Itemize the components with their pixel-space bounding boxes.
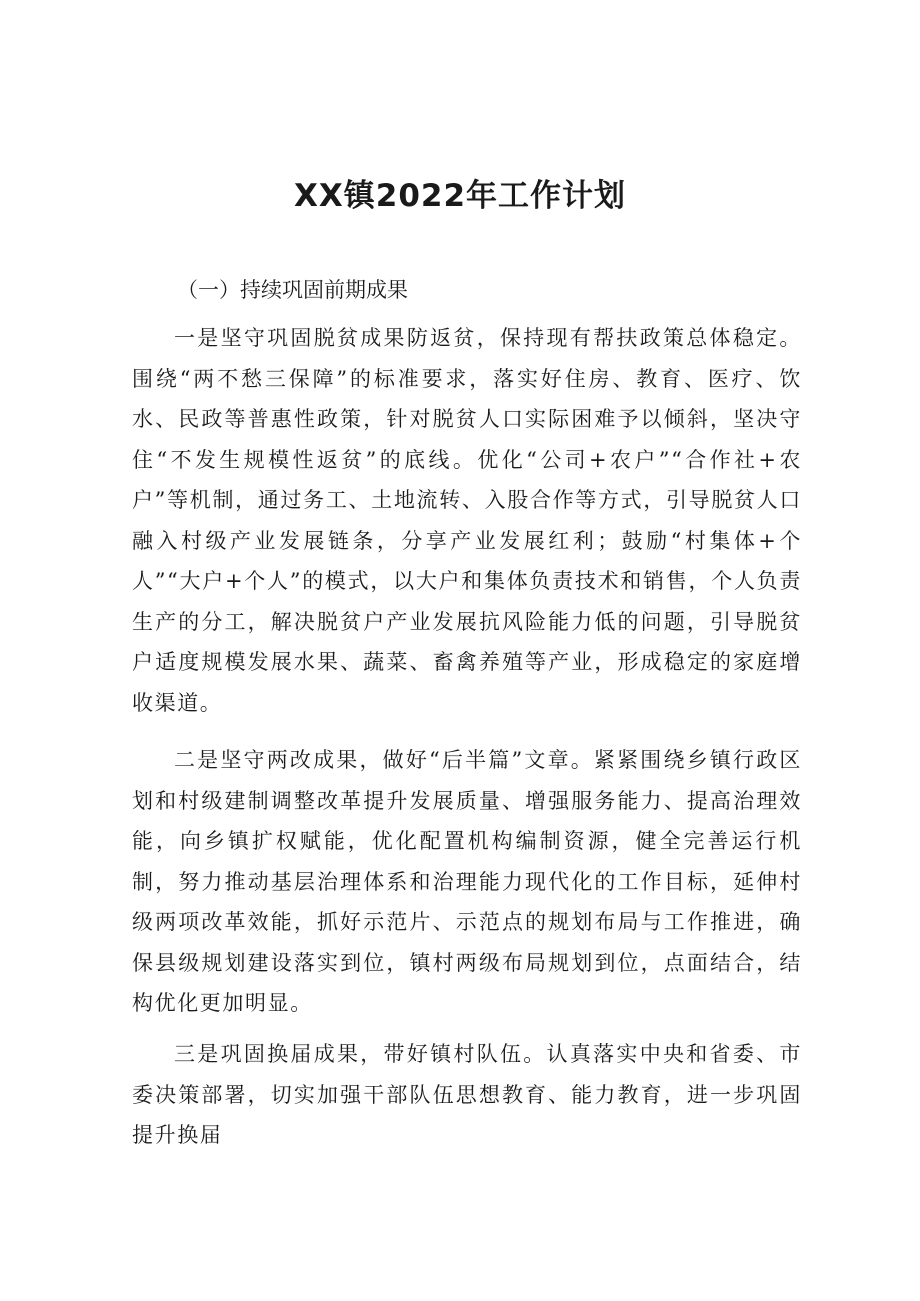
section-heading: （一）持续巩固前期成果 (177, 278, 408, 302)
paragraph-2: 二是坚守两改成果，做好“后半篇”文章。紧紧围绕乡镇行政区划和村级建制调整改革提升发展质量、增强服务能力、提高治理效能，向乡镇扩权赋能，优化配置机构编制资源，健全完善运行机制，努力推动基层治理体系和治理能力现代化的工作目标，延伸村级两项改革效能，抓好示范片、示范点的规划布局与工作推进，确保县级规划建设落实到位，镇村两级布局规划到位，点面结合，结构优化更加明显。 (132, 748, 802, 1015)
paragraph-3: 三是巩固换届成果，带好镇村队伍。认真落实中央和省委、市委决策部署，切实加强干部队伍思想教育、能力教育，进一步巩固提升换届 (132, 1042, 802, 1147)
paragraph-1: 一是坚守巩固脱贫成果防返贫，保持现有帮扶政策总体稳定。围绕“两不愁三保障”的标准要求，落实好住房、教育、医疗、饮水、民政等普惠性政策，针对脱贫人口实际困难予以倾斜，坚决守住“不发生规模性返贫”的底线。优化“公司+农户”“合作社+农户”等机制，通过务工、土地流转、入股合作等方式，引导脱贫人口融入村级产业发展链条，分享产业发展红利；鼓励“村集体+个人”“大户+个人”的模式，以大户和集体负责技术和销售，个人负责生产的分工，解决脱贫户产业发展抗风险能力低的问题，引导脱贫户适度规模发展水果、蔬菜、畜禽养殖等产业，形成稳定的家庭增收渠道。 (132, 326, 802, 715)
document-title: XX镇2022年工作计划 (293, 178, 627, 214)
